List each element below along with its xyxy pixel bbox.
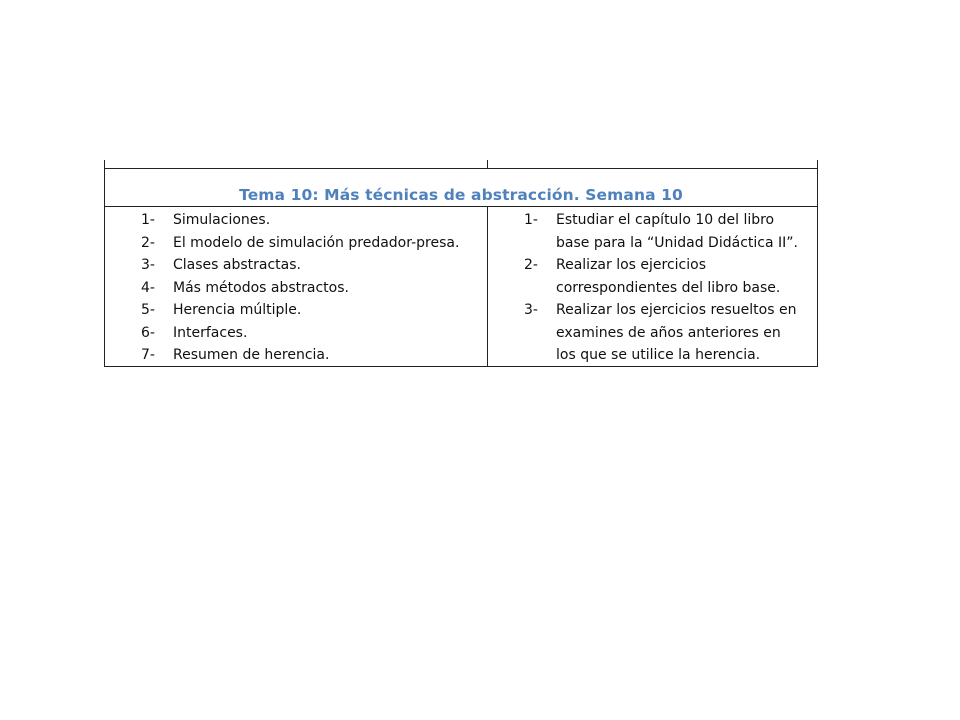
list-item [488, 344, 817, 367]
item-text: Clases abstractas. [173, 257, 301, 273]
list-item [488, 232, 817, 255]
item-number: 2- [141, 234, 155, 251]
item-text: correspondientes del libro base. [556, 279, 781, 296]
item-number: 6- [141, 324, 155, 341]
item-text: Interfaces. [173, 324, 248, 341]
item-text: Estudiar el capítulo 10 del libro [556, 212, 775, 228]
syllabus-table [104, 168, 818, 367]
item-number: 2- [524, 257, 538, 273]
list-item [105, 277, 487, 300]
list-item [105, 299, 487, 322]
list-item [105, 322, 487, 345]
item-text: Resumen de herencia. [173, 347, 330, 363]
list-item [105, 344, 487, 367]
list-item [105, 209, 487, 232]
contents-column [105, 207, 488, 366]
item-number: 3- [524, 302, 538, 318]
item-number: 5- [141, 302, 155, 318]
list-item [488, 322, 817, 345]
item-text: examines de años anteriores en [556, 324, 781, 341]
item-text: Realizar los ejercicios resueltos en [556, 302, 797, 318]
item-number: 3- [141, 257, 155, 273]
body-row [105, 207, 817, 366]
tick-left [104, 160, 105, 168]
item-text: Herencia múltiple. [173, 302, 302, 318]
tick-right [817, 160, 818, 168]
item-number: 1- [524, 212, 538, 228]
item-number: 4- [141, 279, 155, 296]
table-title: Tema 10: Más técnicas de abstracción. Semana 10 [239, 186, 683, 204]
list-item [105, 232, 487, 255]
item-text: Más métodos abstractos. [173, 279, 349, 296]
list-item [488, 254, 817, 277]
table-top-ticks [104, 160, 818, 168]
activities-column [488, 207, 817, 366]
item-text: los que se utilice la herencia. [556, 347, 761, 363]
tick-middle [487, 160, 488, 168]
list-item [105, 254, 487, 277]
item-text: Simulaciones. [173, 212, 271, 228]
item-text: Realizar los ejercicios [556, 257, 707, 273]
list-item [488, 277, 817, 300]
item-text: El modelo de simulación predador-presa. [173, 234, 460, 251]
list-item [488, 299, 817, 322]
title-row [105, 169, 817, 207]
list-item [488, 209, 817, 232]
item-number: 7- [141, 347, 155, 363]
item-text: base para la “Unidad Didáctica II”. [556, 234, 798, 251]
item-number: 1- [141, 212, 155, 228]
